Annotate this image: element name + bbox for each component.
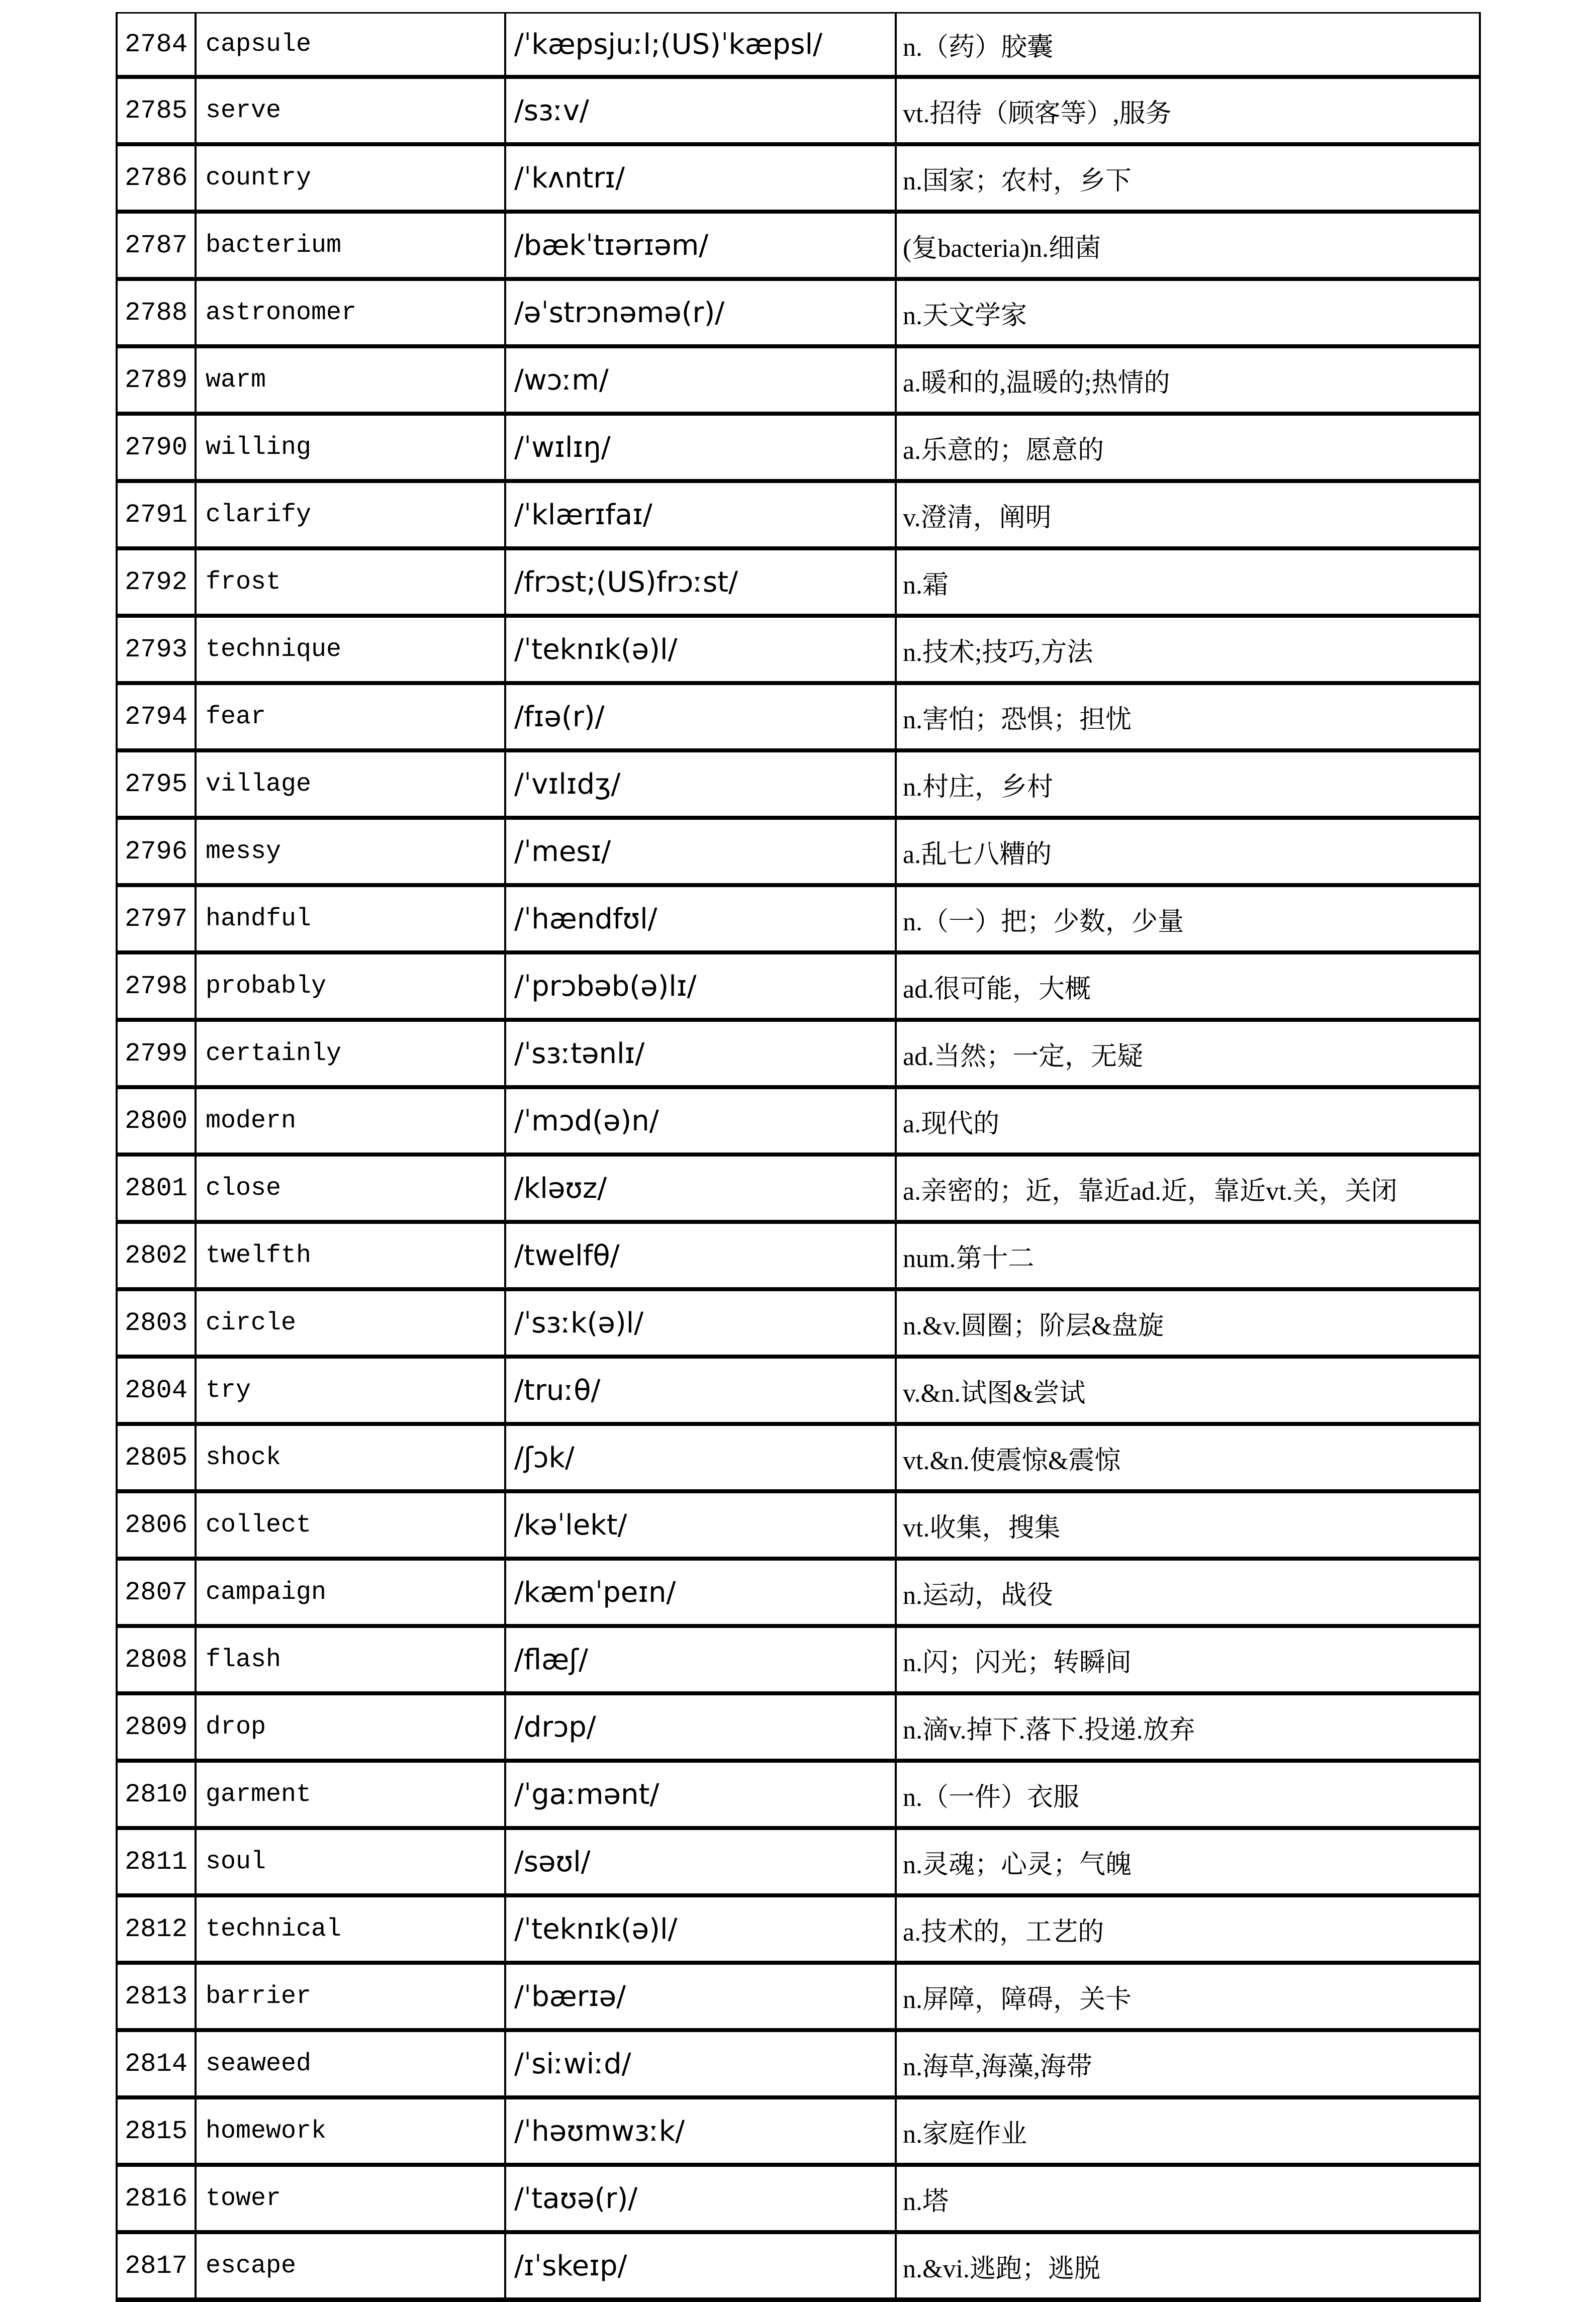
row-word: seaweed	[196, 2030, 505, 2097]
row-definition: a.乐意的；愿意的	[896, 414, 1480, 481]
row-number: 2815	[117, 2097, 196, 2165]
row-number: 2807	[117, 1559, 196, 1626]
row-number: 2791	[117, 481, 196, 548]
row-number: 2809	[117, 1693, 196, 1761]
row-word: frost	[196, 548, 505, 616]
row-number: 2817	[117, 2232, 196, 2300]
row-phonetic: /əˈstrɔnəmə(r)/	[505, 279, 896, 346]
row-definition: n.滴v.掉下.落下.投递.放弃	[896, 1693, 1480, 1761]
row-definition: n.村庄，乡村	[896, 750, 1480, 818]
row-definition: ad.当然；一定，无疑	[896, 1020, 1480, 1087]
row-number: 2794	[117, 683, 196, 750]
table-row	[117, 1828, 1480, 1895]
row-word: handful	[196, 885, 505, 952]
table-row	[117, 750, 1480, 818]
row-word: campaign	[196, 1559, 505, 1626]
table-row	[117, 1087, 1480, 1155]
row-word: fear	[196, 683, 505, 750]
row-word: escape	[196, 2232, 505, 2300]
row-definition: ad.很可能，大概	[896, 952, 1480, 1020]
table-row	[117, 481, 1480, 548]
row-word: barrier	[196, 1963, 505, 2030]
row-definition: n.&v.圆圈；阶层&盘旋	[896, 1289, 1480, 1357]
row-word: capsule	[196, 13, 505, 77]
row-phonetic: /ˈvɪlɪdʒ/	[505, 750, 896, 818]
table-row	[117, 279, 1480, 346]
row-phonetic: /ˈmɔd(ə)n/	[505, 1087, 896, 1155]
row-word: messy	[196, 818, 505, 885]
table-row	[117, 2030, 1480, 2097]
table-row	[117, 1289, 1480, 1357]
row-number: 2804	[117, 1357, 196, 1424]
row-number: 2803	[117, 1289, 196, 1357]
row-word: drop	[196, 1693, 505, 1761]
row-phonetic: /ˈtaʊə(r)/	[505, 2165, 896, 2232]
table-row	[117, 616, 1480, 683]
row-phonetic: /ˈmesɪ/	[505, 818, 896, 885]
table-row	[117, 1222, 1480, 1289]
row-phonetic: /ˈsiːwiːd/	[505, 2030, 896, 2097]
row-definition: n.屏障，障碍，关卡	[896, 1963, 1480, 2030]
table-row	[117, 212, 1480, 279]
row-phonetic: /ˈhændfʊl/	[505, 885, 896, 952]
row-word: modern	[196, 1087, 505, 1155]
row-phonetic: /truːθ/	[505, 1357, 896, 1424]
table-row	[117, 1693, 1480, 1761]
row-word: warm	[196, 346, 505, 414]
row-definition: n.技术;技巧,方法	[896, 616, 1480, 683]
row-number: 2787	[117, 212, 196, 279]
table-row	[117, 13, 1480, 77]
row-definition: vt.&n.使震惊&震惊	[896, 1424, 1480, 1491]
row-number: 2797	[117, 885, 196, 952]
table-row	[117, 1020, 1480, 1087]
row-definition: vt.招待（顾客等）,服务	[896, 77, 1480, 144]
row-number: 2789	[117, 346, 196, 414]
row-phonetic: /ˈkʌntrɪ/	[505, 144, 896, 212]
row-phonetic: /drɔp/	[505, 1693, 896, 1761]
row-number: 2799	[117, 1020, 196, 1087]
row-word: astronomer	[196, 279, 505, 346]
row-definition: n.运动，战役	[896, 1559, 1480, 1626]
row-number: 2786	[117, 144, 196, 212]
row-definition: n.天文学家	[896, 279, 1480, 346]
row-word: homework	[196, 2097, 505, 2165]
row-word: twelfth	[196, 1222, 505, 1289]
row-phonetic: /ˈbærɪə/	[505, 1963, 896, 2030]
row-phonetic: /ˈhəʊmwɜːk/	[505, 2097, 896, 2165]
row-phonetic: /wɔːm/	[505, 346, 896, 414]
row-word: technique	[196, 616, 505, 683]
table-row	[117, 77, 1480, 144]
row-number: 2785	[117, 77, 196, 144]
row-definition: n.闪；闪光；转瞬间	[896, 1626, 1480, 1693]
row-word: circle	[196, 1289, 505, 1357]
table-row	[117, 144, 1480, 212]
row-definition: n.&vi.逃跑；逃脱	[896, 2232, 1480, 2300]
row-definition: a.技术的，工艺的	[896, 1895, 1480, 1963]
row-definition: n.国家；农村，乡下	[896, 144, 1480, 212]
row-definition: v.&n.试图&尝试	[896, 1357, 1480, 1424]
row-word: bacterium	[196, 212, 505, 279]
table-row	[117, 1155, 1480, 1222]
row-word: clarify	[196, 481, 505, 548]
row-phonetic: /frɔst;(US)frɔːst/	[505, 548, 896, 616]
table-row	[117, 683, 1480, 750]
row-number: 2814	[117, 2030, 196, 2097]
row-word: technical	[196, 1895, 505, 1963]
table-row	[117, 1761, 1480, 1828]
row-phonetic: /flæʃ/	[505, 1626, 896, 1693]
row-phonetic: /kləʊz/	[505, 1155, 896, 1222]
row-number: 2802	[117, 1222, 196, 1289]
row-word: village	[196, 750, 505, 818]
row-phonetic: /ˈwɪlɪŋ/	[505, 414, 896, 481]
row-word: shock	[196, 1424, 505, 1491]
table-row	[117, 1895, 1480, 1963]
row-phonetic: /ˈteknɪk(ə)l/	[505, 616, 896, 683]
row-word: certainly	[196, 1020, 505, 1087]
row-phonetic: /ʃɔk/	[505, 1424, 896, 1491]
row-phonetic: /ˈsɜːtənlɪ/	[505, 1020, 896, 1087]
row-definition: a.亲密的；近，靠近ad.近，靠近vt.关，关闭	[896, 1155, 1480, 1222]
row-definition: a.乱七八糟的	[896, 818, 1480, 885]
row-word: willing	[196, 414, 505, 481]
row-phonetic: /ˈteknɪk(ə)l/	[505, 1895, 896, 1963]
row-number: 2808	[117, 1626, 196, 1693]
row-word: probably	[196, 952, 505, 1020]
table-row	[117, 548, 1480, 616]
row-number: 2790	[117, 414, 196, 481]
row-word: collect	[196, 1491, 505, 1559]
row-definition: a.暖和的,温暖的;热情的	[896, 346, 1480, 414]
row-number: 2816	[117, 2165, 196, 2232]
row-number: 2811	[117, 1828, 196, 1895]
table-row	[117, 1491, 1480, 1559]
row-number: 2796	[117, 818, 196, 885]
table-row	[117, 1626, 1480, 1693]
row-definition: (复bacteria)n.细菌	[896, 212, 1480, 279]
row-word: garment	[196, 1761, 505, 1828]
row-phonetic: /sɜːv/	[505, 77, 896, 144]
row-definition: n.（药）胶囊	[896, 13, 1480, 77]
table-row	[117, 1963, 1480, 2030]
row-number: 2793	[117, 616, 196, 683]
row-definition: n.（一）把；少数，少量	[896, 885, 1480, 952]
row-phonetic: /bækˈtɪərɪəm/	[505, 212, 896, 279]
row-definition: n.（一件）衣服	[896, 1761, 1480, 1828]
row-number: 2792	[117, 548, 196, 616]
row-definition: v.澄清，阐明	[896, 481, 1480, 548]
table-row	[117, 1559, 1480, 1626]
row-number: 2784	[117, 13, 196, 77]
table-row	[117, 1357, 1480, 1424]
row-word: tower	[196, 2165, 505, 2232]
row-phonetic: /ˈsɜːk(ə)l/	[505, 1289, 896, 1357]
row-phonetic: /səʊl/	[505, 1828, 896, 1895]
row-number: 2810	[117, 1761, 196, 1828]
row-phonetic: /fɪə(r)/	[505, 683, 896, 750]
row-number: 2805	[117, 1424, 196, 1491]
table-row	[117, 2165, 1480, 2232]
row-number: 2801	[117, 1155, 196, 1222]
row-definition: n.海草,海藻,海带	[896, 2030, 1480, 2097]
row-phonetic: /kəˈlekt/	[505, 1491, 896, 1559]
vocab-table	[116, 12, 1481, 2302]
row-phonetic: /kæmˈpeɪn/	[505, 1559, 896, 1626]
row-definition: n.霜	[896, 548, 1480, 616]
vocab-table-body	[117, 13, 1480, 2300]
row-word: country	[196, 144, 505, 212]
row-number: 2812	[117, 1895, 196, 1963]
table-row	[117, 414, 1480, 481]
row-definition: n.家庭作业	[896, 2097, 1480, 2165]
row-phonetic: /ˈgaːmənt/	[505, 1761, 896, 1828]
row-definition: a.现代的	[896, 1087, 1480, 1155]
row-phonetic: /ˈkæpsjuːl;(US)ˈkæpsl/	[505, 13, 896, 77]
row-definition: n.塔	[896, 2165, 1480, 2232]
table-row	[117, 1424, 1480, 1491]
row-word: close	[196, 1155, 505, 1222]
row-word: soul	[196, 1828, 505, 1895]
row-definition: n.害怕；恐惧；担忧	[896, 683, 1480, 750]
row-number: 2800	[117, 1087, 196, 1155]
row-phonetic: /ˈklærɪfaɪ/	[505, 481, 896, 548]
row-word: flash	[196, 1626, 505, 1693]
row-number: 2795	[117, 750, 196, 818]
table-row	[117, 2097, 1480, 2165]
table-row	[117, 346, 1480, 414]
row-number: 2813	[117, 1963, 196, 2030]
table-row	[117, 885, 1480, 952]
row-definition: vt.收集，搜集	[896, 1491, 1480, 1559]
table-row	[117, 952, 1480, 1020]
row-definition: n.灵魂；心灵；气魄	[896, 1828, 1480, 1895]
table-row	[117, 818, 1480, 885]
row-phonetic: /ɪˈskeɪp/	[505, 2232, 896, 2300]
row-number: 2798	[117, 952, 196, 1020]
row-definition: num.第十二	[896, 1222, 1480, 1289]
row-word: try	[196, 1357, 505, 1424]
row-phonetic: /twelfθ/	[505, 1222, 896, 1289]
row-phonetic: /ˈprɔbəb(ə)lɪ/	[505, 952, 896, 1020]
row-number: 2806	[117, 1491, 196, 1559]
row-number: 2788	[117, 279, 196, 346]
row-word: serve	[196, 77, 505, 144]
table-row	[117, 2232, 1480, 2300]
